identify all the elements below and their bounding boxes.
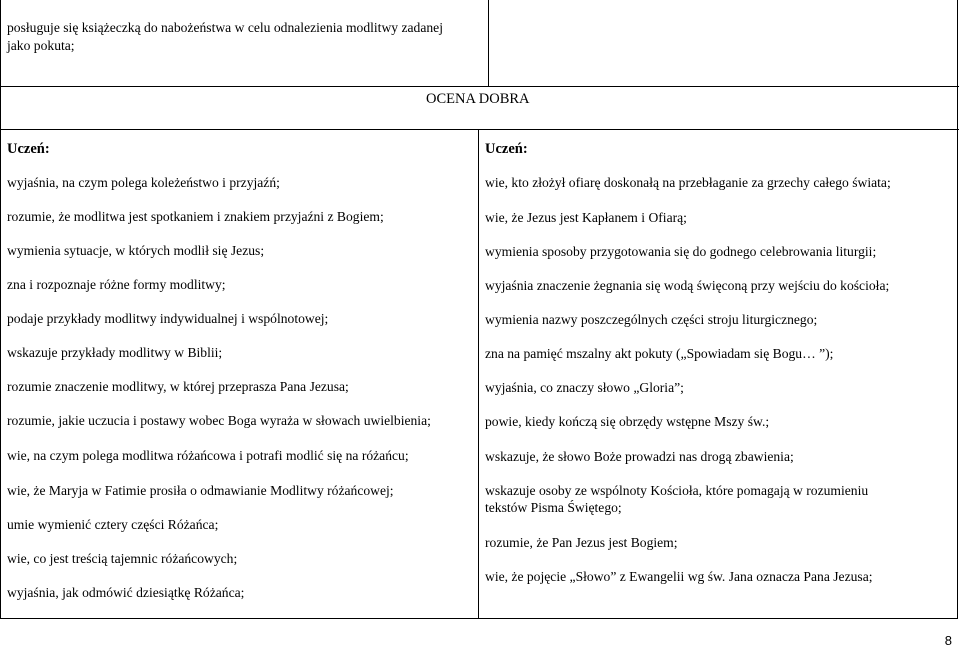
left-item: wymienia sytuacje, w których modlił się Jezus; [7, 243, 265, 258]
left-item: rozumie znaczenie modlitwy, w której przeprasza Pana Jezusa; [7, 379, 349, 394]
right-column-heading: Uczeń: [485, 141, 528, 157]
right-item: wie, kto złożył ofiarę doskonałą na przebłaganie za grzechy całego świata; [485, 175, 891, 190]
page-number: 8 [944, 633, 952, 648]
right-item: wskazuje, że słowo Boże prowadzi nas drogą zbawienia; [485, 449, 794, 464]
right-item: zna na pamięć mszalny akt pokuty („Spowiadam się Bogu… ”); [485, 346, 834, 361]
left-item: wie, co jest treścią tajemnic różańcowych; [7, 551, 238, 566]
left-item: rozumie, że modlitwa jest spotkaniem i znakiem przyjaźni z Bogiem; [7, 209, 384, 224]
right-item: wyjaśnia znaczenie żegnania się wodą święconą przy wejściu do kościoła; [485, 278, 890, 293]
top-row-text-line-1: posługuje się książeczką do nabożeństwa w celu odnalezienia modlitwy zadanej [7, 20, 443, 35]
left-item: wie, na czym polega modlitwa różańcowa i potrafi modlić się na różańcu; [7, 448, 409, 463]
right-item: rozumie, że Pan Jezus jest Bogiem; [485, 535, 678, 550]
left-item: umie wymienić cztery części Różańca; [7, 517, 219, 532]
grade-header: OCENA DOBRA [426, 91, 530, 107]
top-row-divider [488, 0, 489, 86]
left-column-heading: Uczeń: [7, 141, 50, 157]
left-item: wyjaśnia, jak odmówić dziesiątkę Różańca; [7, 585, 245, 600]
left-item: podaje przykłady modlitwy indywidualnej i wspólnotowej; [7, 311, 329, 326]
top-row-text-line-2: jako pokuta; [7, 38, 75, 53]
right-item: tekstów Pisma Świętego; [485, 500, 622, 515]
left-item: wyjaśnia, na czym polega koleżeństwo i przyjaźń; [7, 175, 280, 190]
right-item: wymienia sposoby przygotowania się do godnego celebrowania liturgii; [485, 244, 877, 259]
right-item: wie, że pojęcie „Słowo” z Ewangelii wg św. Jana oznacza Pana Jezusa; [485, 569, 873, 584]
right-item: wyjaśnia, co znaczy słowo „Gloria”; [485, 380, 684, 395]
right-item: wymienia nazwy poszczególnych części stroju liturgicznego; [485, 312, 818, 327]
left-item: wskazuje przykłady modlitwy w Biblii; [7, 345, 223, 360]
grade-row-bottom-rule [1, 129, 959, 130]
right-item: powie, kiedy kończą się obrzędy wstępne Mszy św.; [485, 414, 770, 429]
right-item: wskazuje osoby ze wspólnoty Kościoła, które pomagają w rozumieniu [485, 483, 869, 498]
left-item: rozumie, jakie uczucia i postawy wobec Boga wyraża w słowach uwielbienia; [7, 413, 431, 428]
left-item: zna i rozpoznaje różne formy modlitwy; [7, 277, 226, 292]
left-item: wie, że Maryja w Fatimie prosiła o odmawianie Modlitwy różańcowej; [7, 483, 394, 498]
right-item: wie, że Jezus jest Kapłanem i Ofiarą; [485, 210, 687, 225]
column-divider [478, 129, 479, 619]
grade-row-top-rule [1, 86, 959, 87]
